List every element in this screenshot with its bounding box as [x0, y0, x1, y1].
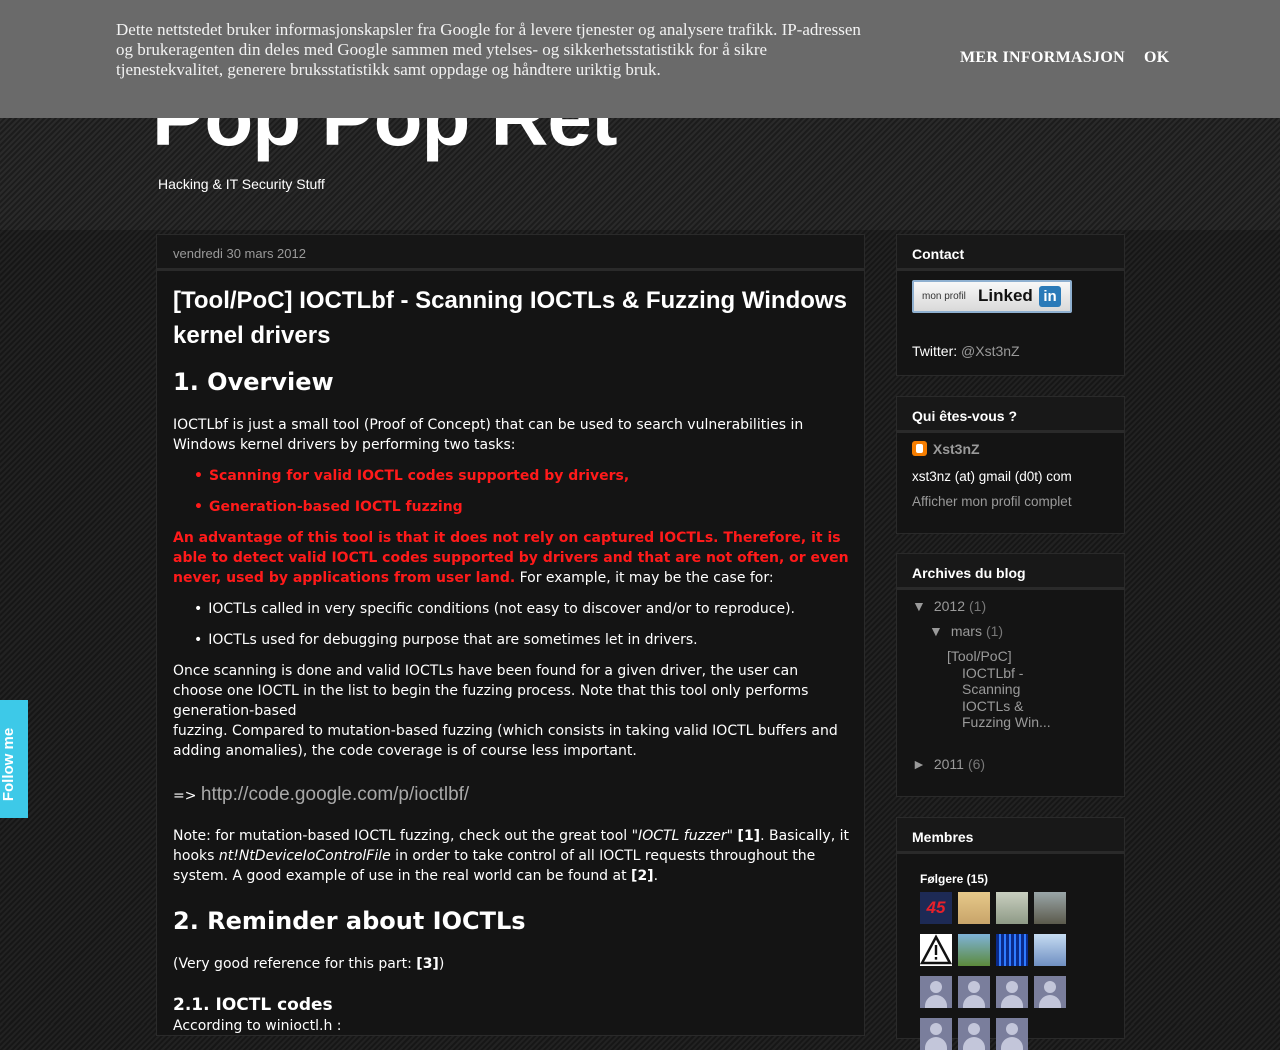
about-widget [896, 396, 1125, 534]
archive-month-mars[interactable] [929, 623, 1003, 639]
ref-2-link[interactable]: [2] [631, 868, 654, 884]
post-link-line[interactable]: Scanning [962, 681, 1021, 697]
cookie-banner [0, 0, 1280, 118]
archive-year-2012[interactable] [912, 598, 986, 614]
list-item: • IOCTLs called in very specific conditions (not easy to discover and/or to reproduce). [194, 599, 849, 619]
reference-line [173, 954, 849, 974]
ref-3-link[interactable]: [3] [416, 956, 439, 972]
tool-name: IOCTL fuzzer [638, 828, 727, 844]
note-paragraph [173, 826, 849, 886]
ioctlbf-link[interactable]: http://code.google.com/p/ioctlbf/ [200, 784, 470, 805]
advantage-highlight: An advantage of this tool is that it does not rely on captured IOCTLs. Therefore, it is able to detect valid IOCTL codes supported by drivers and that are not often, or even never, used by applications from user land. [173, 530, 849, 586]
avatar[interactable] [996, 934, 1028, 966]
scan-paragraph-1: Once scanning is done and valid IOCTLs have been found for a given driver, the user can choose one IOCTL in the list to begin the fuzzing process. Note that this tool only performs generation-based [173, 663, 809, 719]
archives-title: Archives du blog [897, 554, 1124, 590]
note-text: in order to take control of all IOCTL requests throughout the system. A good example of use in the real world can be found at [173, 848, 816, 884]
task-list [173, 466, 849, 517]
note-text: . [653, 868, 659, 884]
avatar[interactable] [1034, 934, 1066, 966]
linkedin-in-icon: in [1039, 286, 1061, 307]
function-name: nt!NtDeviceIoControlFile [218, 848, 391, 864]
ref-text: (Very good reference for this part: [173, 956, 417, 972]
post-link-line[interactable]: [Tool/PoC] [947, 648, 1012, 664]
default-avatar-icon[interactable] [920, 1018, 952, 1050]
trailing-text: According to winioctl.h : [173, 1018, 342, 1034]
link-line [173, 785, 849, 806]
advantage-paragraph [173, 528, 849, 588]
year-label[interactable]: 2011 [933, 756, 964, 772]
followers-label: Følgere (15) [920, 872, 989, 886]
post-date: vendredi 30 mars 2012 [157, 235, 864, 271]
intro-paragraph: IOCTLbf is just a small tool (Proof of Concept) that can be used to search vulnerabilities in Windows kernel drivers by performing two tasks: [173, 417, 804, 453]
profile-name-row [912, 441, 1109, 459]
members-title: Membres [897, 818, 1124, 854]
expand-right-icon[interactable]: ► [912, 756, 926, 772]
blog-description: Hacking & IT Security Stuff [158, 176, 325, 192]
avatar[interactable] [996, 892, 1028, 924]
avatar[interactable] [1034, 892, 1066, 924]
list-item: • Generation-based IOCTL fuzzing [194, 497, 849, 517]
more-info-button[interactable]: MER INFORMASJON [960, 49, 1125, 66]
post-link-line[interactable]: Fuzzing Win... [962, 714, 1051, 730]
cases-list [173, 599, 849, 650]
warning-avatar-icon[interactable] [920, 934, 952, 966]
linkedin-small-text: mon profil [922, 291, 966, 302]
profile-email: xst3nz (at) gmail (d0t) com [912, 469, 1072, 484]
members-widget [896, 817, 1125, 1039]
expand-down-icon[interactable]: ▼ [929, 623, 943, 639]
post-title[interactable]: [Tool/PoC] IOCTLbf - Scanning IOCTLs & Fuzzing Windows kernel drivers [173, 287, 847, 349]
twitter-label: Twitter: [912, 343, 962, 359]
linkedin-profile-button[interactable] [912, 280, 1072, 313]
note-text: . Basically, it hooks [173, 828, 849, 864]
ok-button[interactable]: OK [1144, 49, 1170, 66]
follow-me-tab[interactable] [0, 700, 28, 818]
post-body [157, 271, 864, 1036]
full-profile-link[interactable]: Afficher mon profil complet [912, 494, 1072, 509]
post-link-line[interactable]: IOCTLbf - [962, 664, 1024, 681]
scan-paragraph-2: fuzzing. Compared to mutation-based fuzzing (which consists in taking valid IOCTL buffers and adding anomalies), the code coverage is of course less important. [173, 723, 838, 759]
ref-text: ) [438, 956, 445, 972]
avatar[interactable]: 45 [920, 892, 952, 924]
default-avatar-icon[interactable] [996, 1018, 1028, 1050]
main-column [156, 234, 865, 1036]
note-text: " [726, 828, 738, 844]
blogger-icon [912, 441, 927, 456]
year-label[interactable]: 2012 [933, 598, 966, 614]
default-avatar-icon[interactable] [1034, 976, 1066, 1008]
default-avatar-icon[interactable] [958, 976, 990, 1008]
about-title: Qui êtes-vous ? [897, 397, 1124, 433]
twitter-handle-link[interactable]: @Xst3nZ [961, 343, 1020, 359]
expand-down-icon[interactable]: ▼ [912, 598, 926, 614]
default-avatar-icon[interactable] [996, 976, 1028, 1008]
avatar[interactable] [958, 934, 990, 966]
note-text: Note: for mutation-based IOCTL fuzzing, check out the great tool " [173, 828, 639, 844]
year-count: (6) [967, 756, 986, 772]
month-label[interactable]: mars [950, 623, 982, 639]
year-count: (1) [969, 598, 987, 614]
linkedin-logo-text: Linked [978, 286, 1033, 305]
arrow-text: => [173, 788, 201, 804]
contact-title: Contact [897, 235, 1124, 271]
twitter-line [912, 343, 1109, 359]
archives-widget [896, 553, 1125, 797]
avatar[interactable] [958, 892, 990, 924]
follow-me-label[interactable]: Follow me [0, 727, 18, 802]
default-avatar-icon[interactable] [920, 976, 952, 1008]
cookie-text: Dette nettstedet bruker informasjonskapsler fra Google for å levere tjenester og analysere trafikk. IP-adressen og brukeragenten din deles med Google sammen med ytelses- og sikkerhetsstatistikk for å sikre tjenestekvalitet, generere bruksstatistikk samt oppdage og håndtere uriktig bruk. [116, 20, 861, 79]
default-avatar-icon[interactable] [958, 1018, 990, 1050]
heading-reminder: 2. Reminder about IOCTLs [173, 907, 526, 935]
heading-ioctl-codes: 2.1. IOCTL codes [173, 995, 333, 1015]
advantage-rest: For example, it may be the case for: [515, 570, 774, 586]
archive-year-2011[interactable] [912, 756, 985, 772]
month-count: (1) [985, 623, 1004, 639]
profile-name-link[interactable]: Xst3nZ [932, 441, 980, 457]
heading-overview: 1. Overview [173, 368, 334, 396]
ref-1-link[interactable]: [1] [737, 828, 761, 844]
post-link-line[interactable]: IOCTLs & [962, 697, 1024, 714]
list-item: • IOCTLs used for debugging purpose that are sometimes let in drivers. [194, 630, 849, 650]
contact-widget [896, 234, 1125, 376]
archive-post-link[interactable] [947, 648, 1051, 731]
list-item: • Scanning for valid IOCTL codes supported by drivers, [194, 466, 849, 486]
